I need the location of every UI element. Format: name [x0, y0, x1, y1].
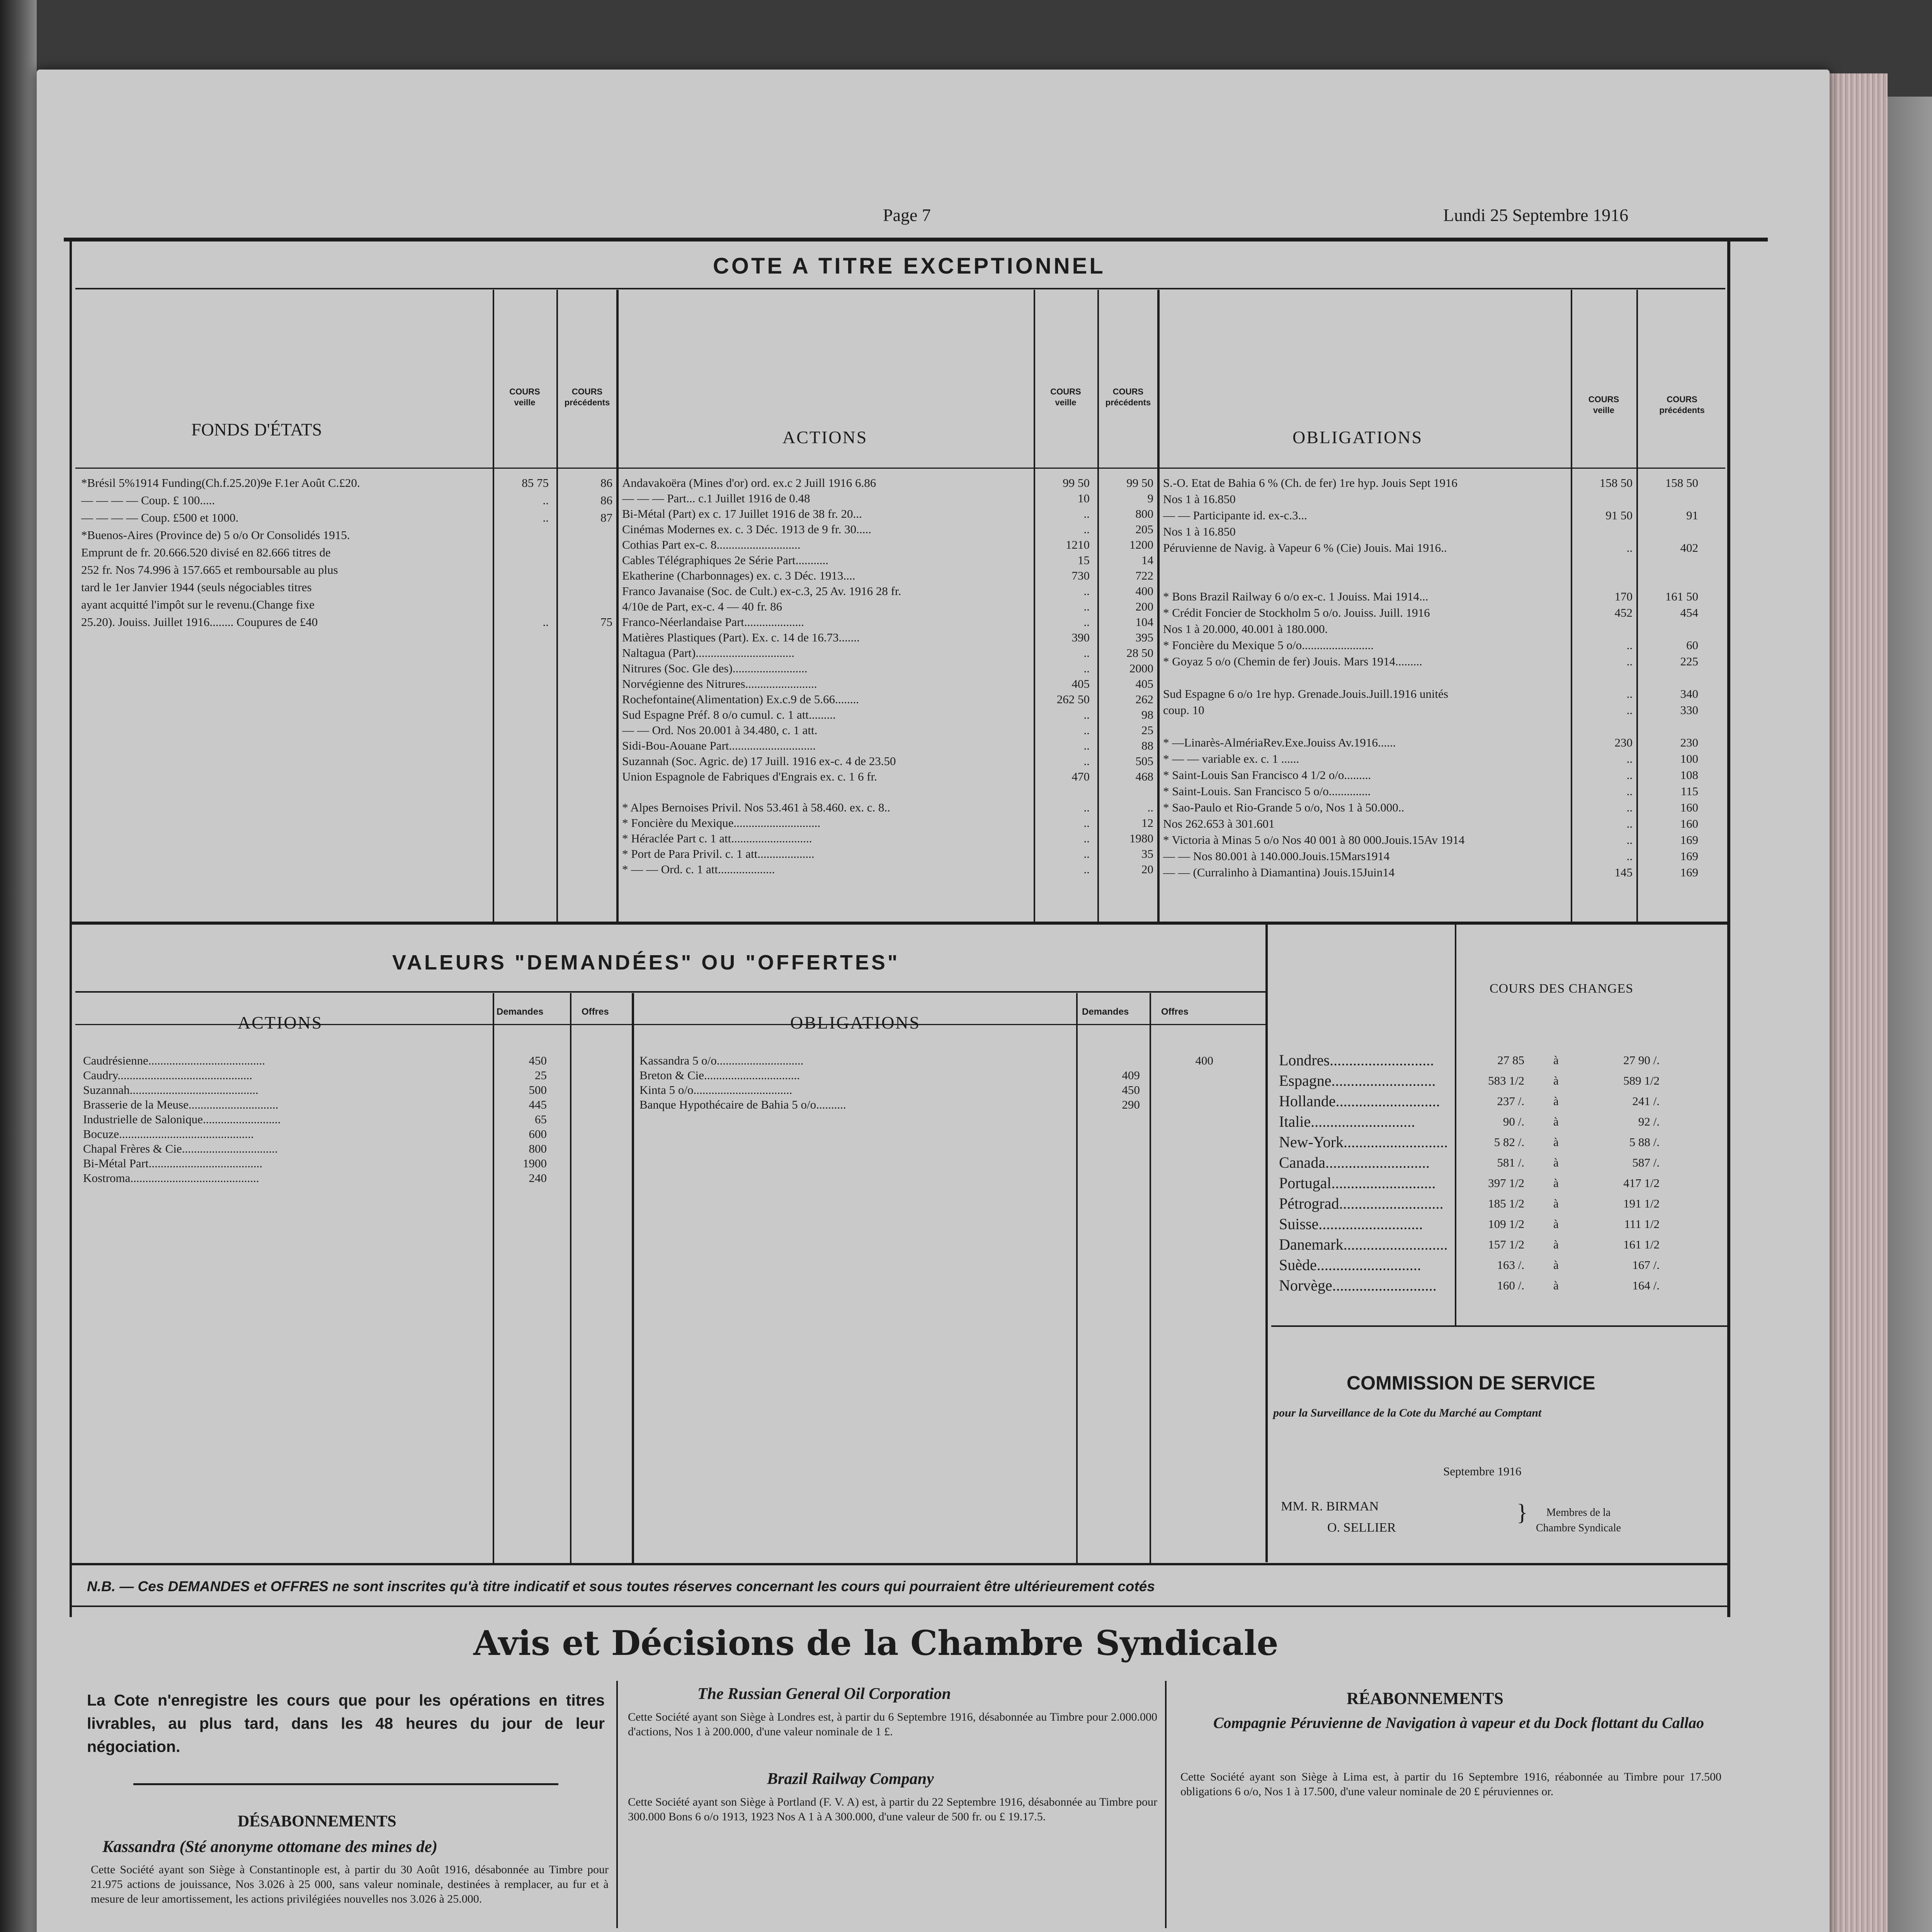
cote-title: COTE A TITRE EXCEPTIONNEL: [713, 253, 1105, 279]
change-place: Italie...........................: [1279, 1113, 1415, 1130]
cours-veille: ..: [543, 615, 549, 629]
cours-veille: ..: [1626, 833, 1633, 847]
change-from: 583 1/2: [1488, 1074, 1524, 1087]
change-separator: à: [1553, 1115, 1559, 1128]
cours-precedents: 87: [600, 511, 612, 524]
action-row-label: Suzannah (Soc. Agric. de) 17 Juill. 1916 ex-c. 4 de 23.50: [622, 754, 896, 768]
cours-precedents: 230: [1680, 736, 1698, 749]
cours-veille: 145: [1614, 866, 1633, 879]
cours-precedents: 25: [1141, 723, 1153, 737]
action-row-label: Franco Javanaise (Soc. de Cult.) ex-c.3, 25 Av. 1916 28 fr.: [622, 584, 901, 598]
change-from: 397 1/2: [1488, 1176, 1524, 1190]
change-to: 92 /.: [1638, 1115, 1660, 1128]
cours-precedents: 400: [1135, 584, 1153, 598]
reab-subtitle: Compagnie Péruvienne de Navigation à vapeur et du Dock flottant du Callao: [1213, 1714, 1704, 1731]
cours-precedents: 98: [1141, 708, 1153, 721]
cours-veille: ..: [1626, 849, 1633, 863]
cours-precedents: 60: [1686, 638, 1698, 652]
action-row-label: Cables Télégraphiques 2e Série Part...........: [622, 553, 829, 567]
change-place: Suisse...........................: [1279, 1215, 1423, 1233]
cours-veille: ..: [1083, 816, 1090, 830]
change-to: 589 1/2: [1623, 1074, 1660, 1087]
cours-veille: ..: [1083, 862, 1090, 876]
cours-precedents: 100: [1680, 752, 1698, 765]
col-cours-precedents: COURS précédents: [1105, 387, 1151, 407]
change-to: 5 88 /.: [1629, 1135, 1660, 1149]
cours-veille: ..: [1626, 752, 1633, 765]
fonds-heading: FONDS D'ÉTATS: [191, 420, 322, 439]
cote-col-rule: [1034, 290, 1035, 922]
cote-title-rule: [75, 288, 1725, 289]
change-to: 167 /.: [1632, 1258, 1660, 1272]
cote-col-rule: [1571, 290, 1572, 922]
page-number: Page 7: [883, 205, 931, 225]
action-row-label: Norvégienne des Nitrures........................: [622, 677, 817, 690]
valeur-row-label: Kassandra 5 o/o.............................: [639, 1054, 804, 1067]
cours-precedents: 1200: [1129, 538, 1153, 551]
cours-veille: ..: [1083, 832, 1090, 845]
cours-veille: 10: [1078, 492, 1090, 505]
page-date: Lundi 25 Septembre 1916: [1443, 205, 1629, 225]
obligation-row-label: * Victoria à Minas 5 o/o Nos 40 001 à 80 000.Jouis.15Av 1914: [1163, 833, 1465, 847]
change-separator: à: [1553, 1094, 1559, 1108]
demande-value: 409: [1122, 1068, 1140, 1082]
obligation-row-label: — — (Curralinho à Diamantina) Jouis.15Juin14: [1163, 866, 1395, 879]
obligation-row-label: S.-O. Etat de Bahia 6 % (Ch. de fer) 1re hyp. Jouis Sept 1916: [1163, 476, 1458, 490]
change-from: 581 /.: [1497, 1156, 1524, 1169]
change-separator: à: [1553, 1053, 1559, 1067]
book-cover-edge: [1888, 97, 1932, 1932]
cours-veille: ..: [1083, 723, 1090, 737]
cours-precedents: 205: [1135, 522, 1153, 536]
avis-col-rule: [616, 1681, 618, 1928]
cours-precedents: 160: [1680, 801, 1698, 814]
fonds-row-label: ayant acquitté l'impôt sur le revenu.(Change fixe: [81, 598, 315, 611]
cours-precedents: 86: [600, 476, 612, 490]
valeur-row-label: Kinta 5 o/o.................................: [639, 1083, 793, 1097]
change-place: New-York...........................: [1279, 1133, 1448, 1151]
reab-title: RÉABONNEMENTS: [1347, 1689, 1503, 1708]
cours-precedents: 1980: [1129, 832, 1153, 845]
cours-precedents: 800: [1135, 507, 1153, 520]
commission-title: COMMISSION DE SERVICE: [1347, 1372, 1595, 1394]
obligation-row-label: coup. 10: [1163, 703, 1204, 717]
valeur-row-label: Caudrésienne.......................................: [83, 1054, 265, 1067]
cours-veille: ..: [1626, 638, 1633, 652]
cours-precedents: 505: [1135, 754, 1153, 768]
change-place: Portugal...........................: [1279, 1174, 1436, 1192]
commission-member: O. SELLIER: [1327, 1520, 1396, 1535]
fonds-row-label: — — — — Coup. £500 et 1000.: [81, 511, 239, 524]
fonds-row-label: — — — — Coup. £ 100.....: [81, 493, 215, 507]
cours-veille: ..: [1083, 522, 1090, 536]
obligation-row-label: * Foncière du Mexique 5 o/o........................: [1163, 638, 1374, 652]
obligation-row-label: Sud Espagne 6 o/o 1re hyp. Grenade.Jouis.Juill.1916 unités: [1163, 687, 1448, 701]
change-from: 163 /.: [1497, 1258, 1524, 1272]
cours-veille: ..: [1083, 600, 1090, 613]
obligation-row-label: Nos 262.653 à 301.601: [1163, 817, 1275, 830]
desab-text: Cette Société ayant son Siège à Constantinople est, à partir du 30 Août 1916, désabonnée au Timbre pour 21.975 actions de jouissance, Nos 3.026 à 25 000, sans valeur nominale, destinées à remplacer, au fur et à mesure de leur amortissement, les actions privilégiées nouvelles nos 3.026 à 25.000.: [91, 1863, 609, 1905]
cours-precedents: 12: [1141, 816, 1153, 830]
cours-veille: ..: [1626, 703, 1633, 717]
col-cours-veille: COURS veille: [1588, 395, 1619, 415]
changes-bottom-rule: [1271, 1325, 1727, 1327]
change-to: 161 1/2: [1623, 1238, 1660, 1251]
commission-subtitle: pour la Surveillance de la Cote du Marché au Comptant: [1273, 1406, 1542, 1419]
cours-veille: ..: [543, 511, 549, 524]
fonds-row-label: 25.20). Jouiss. Juillet 1916........ Coupures de £40: [81, 615, 318, 629]
cours-veille: 230: [1614, 736, 1633, 749]
commission-member: MM. R. BIRMAN: [1281, 1499, 1379, 1514]
fonds-row-label: Emprunt de fr. 20.666.520 divisé en 82.666 titres de: [81, 546, 331, 559]
change-separator: à: [1553, 1197, 1559, 1210]
valeurs-obligations-heading: OBLIGATIONS: [790, 1013, 921, 1032]
cours-precedents: ..: [1147, 801, 1153, 814]
valeur-row-label: Kostroma...........................................: [83, 1171, 259, 1185]
action-row-label: Andavakoëra (Mines d'or) ord. ex.c 2 Juill 1916 6.86: [622, 476, 876, 490]
cours-veille: 15: [1078, 553, 1090, 567]
cours-precedents: 169: [1680, 866, 1698, 879]
frame-left: [70, 242, 72, 1617]
change-separator: à: [1553, 1238, 1559, 1251]
cours-veille: 158 50: [1599, 476, 1633, 490]
cours-veille: ..: [1083, 847, 1090, 861]
action-row-label: * Foncière du Mexique.............................: [622, 816, 821, 830]
cours-veille: 390: [1071, 631, 1090, 644]
cours-precedents: 99 50: [1126, 476, 1153, 490]
avis-title: Avis et Décisions de la Chambre Syndicale: [473, 1623, 1279, 1663]
change-to: 27 90 /.: [1623, 1053, 1660, 1067]
cours-veille: 1210: [1066, 538, 1090, 551]
valeurs-bottom-rule: [71, 1563, 1729, 1565]
cours-precedents: 104: [1135, 615, 1153, 629]
valeurs-col-rule: [1076, 993, 1078, 1563]
actions-heading: ACTIONS: [782, 427, 868, 447]
change-from: 237 /.: [1497, 1094, 1524, 1108]
cours-veille: ..: [1626, 817, 1633, 830]
cours-precedents: 262: [1135, 692, 1153, 706]
change-separator: à: [1553, 1176, 1559, 1190]
cours-veille: 730: [1071, 569, 1090, 582]
russian-title: The Russian General Oil Corporation: [697, 1685, 951, 1703]
cours-veille: 405: [1071, 677, 1090, 690]
change-from: 90 /.: [1503, 1115, 1524, 1128]
cours-precedents: 91: [1686, 509, 1698, 522]
obligation-row-label: Nos 1 à 20.000, 40.001 à 180.000.: [1163, 622, 1328, 636]
valeurs-actions-heading: ACTIONS: [238, 1013, 323, 1032]
cours-veille: ..: [1626, 655, 1633, 668]
change-separator: à: [1553, 1217, 1559, 1231]
change-separator: à: [1553, 1258, 1559, 1272]
change-from: 27 85: [1497, 1053, 1524, 1067]
col-offres: Offres: [582, 1007, 609, 1017]
fonds-row-label: *Brésil 5%1914 Funding(Ch.f.25.20)9e F.1er Août C.£20.: [81, 476, 360, 490]
brazil-title: Brazil Railway Company: [767, 1770, 934, 1788]
action-row-label: Ekatherine (Charbonnages) ex. c. 3 Déc. 1913....: [622, 569, 855, 582]
cours-precedents: 75: [600, 615, 612, 629]
action-row-label: * — — Ord. c. 1 att...................: [622, 862, 775, 876]
cours-precedents: 169: [1680, 833, 1698, 847]
action-row-label: Sidi-Bou-Aouane Part.............................: [622, 739, 816, 752]
valeur-row-label: Breton & Cie................................: [639, 1068, 800, 1082]
commission-role: Membres de la Chambre Syndicale: [1536, 1507, 1621, 1534]
demande-value: 25: [535, 1068, 547, 1082]
cours-veille: ..: [1083, 708, 1090, 721]
demande-value: 450: [529, 1054, 547, 1067]
change-from: 157 1/2: [1488, 1238, 1524, 1251]
newspaper-page: [37, 70, 1830, 1932]
brazil-text: Cette Société ayant son Siège à Portland (F. V. A) est, à partir du 22 Septembre 1916, désabonnée au Timbre pour 300.000 Bons 6 o/o 1913, 1923 Nos A 1 à A 300.000, d'une valeur de 500 fr. ou £ 19.17.5.: [628, 1796, 1157, 1823]
fonds-row-label: 252 fr. Nos 74.996 à 157.665 et remboursable au plus: [81, 563, 338, 577]
cote-col-rule: [1636, 290, 1638, 922]
nb-rule: [71, 1605, 1729, 1607]
action-row-label: Matières Plastiques (Part). Ex. c. 14 de 16.73.......: [622, 631, 860, 644]
valeurs-col-rule: [493, 993, 494, 1563]
action-row-label: Sud Espagne Préf. 8 o/o cumul. c. 1 att.........: [622, 708, 836, 721]
change-to: 587 /.: [1632, 1156, 1660, 1169]
cours-precedents: 402: [1680, 541, 1698, 554]
col-cours-precedents: COURS précédents: [1659, 395, 1705, 415]
valeur-row-label: Industrielle de Salonique..........................: [83, 1112, 281, 1126]
changes-title: COURS DES CHANGES: [1490, 981, 1634, 996]
cours-precedents: 330: [1680, 703, 1698, 717]
obligation-row-label: * Saint-Louis San Francisco 4 1/2 o/o.........: [1163, 768, 1371, 782]
frame-right: [1727, 242, 1730, 1617]
cours-precedents: 14: [1141, 553, 1153, 567]
cours-precedents: 108: [1680, 768, 1698, 782]
fonds-row-label: tard le 1er Janvier 1944 (seuls négociables titres: [81, 580, 312, 594]
cours-veille: ..: [1626, 768, 1633, 782]
obligation-row-label: Nos 1 à 16.850: [1163, 525, 1236, 538]
cours-precedents: 28 50: [1126, 646, 1153, 660]
change-to: 111 1/2: [1624, 1217, 1660, 1231]
russian-text: Cette Société ayant son Siège à Londres est, à partir du 6 Septembre 1916, désabonnée au Timbre pour 2.000.000 d'actions, Nos 1 à 200.000, d'une valeur nominale de 1 £.: [628, 1711, 1157, 1738]
cours-veille: ..: [1626, 801, 1633, 814]
cours-veille: 91 50: [1605, 509, 1633, 522]
action-row-label: Nitrures (Soc. Gle des).........................: [622, 662, 808, 675]
cours-precedents: 722: [1135, 569, 1153, 582]
demande-value: 290: [1122, 1098, 1140, 1111]
valeurs-title-rule: [75, 991, 1265, 993]
desab-subtitle: Kassandra (Sté anonyme ottomane des mines de): [102, 1838, 438, 1856]
cours-precedents: 225: [1680, 655, 1698, 668]
cours-precedents: 158 50: [1665, 476, 1698, 490]
col-offres: Offres: [1161, 1007, 1189, 1017]
change-place: Danemark...........................: [1279, 1236, 1448, 1253]
action-row-label: Cinémas Modernes ex. c. 3 Déc. 1913 de 9 fr. 30.....: [622, 522, 871, 536]
valeur-row-label: Bi-Métal Part......................................: [83, 1156, 263, 1170]
obligation-row-label: — — Participante id. ex-c.3...: [1163, 509, 1307, 522]
cours-precedents: 86: [600, 493, 612, 507]
change-to: 164 /.: [1632, 1279, 1660, 1292]
valeur-row-label: Brasserie de la Meuse..............................: [83, 1098, 279, 1111]
valeurs-title: VALEURS "DEMANDÉES" OU "OFFERTES": [392, 951, 900, 974]
cours-precedents: 395: [1135, 631, 1153, 644]
reab-text: Cette Société ayant son Siège à Lima est, à partir du 16 Septembre 1916, réabonnée au Timbre pour 17.500 obligations 6 o/o, Nos 1 à 17.500, d'une valeur nominale de 20 £ péruviennes or.: [1180, 1770, 1721, 1798]
cours-precedents: 161 50: [1665, 590, 1698, 603]
obligation-row-label: * Saint-Louis. San Francisco 5 o/o..............: [1163, 784, 1371, 798]
cours-precedents: 340: [1680, 687, 1698, 701]
action-row-label: — — — Part... c.1 Juillet 1916 de 0.48: [622, 492, 810, 505]
cours-veille: ..: [1083, 662, 1090, 675]
col-cours-veille: COURS veille: [509, 387, 540, 407]
demande-value: 600: [529, 1127, 547, 1141]
cours-precedents: 88: [1141, 739, 1153, 752]
cours-precedents: 169: [1680, 849, 1698, 863]
valeur-row-label: Caudry.............................................: [83, 1068, 252, 1082]
obligation-row-label: * —Linarès-AlmériaRev.Exe.Jouiss Av.1916......: [1163, 736, 1396, 749]
cours-precedents: 468: [1135, 770, 1153, 783]
action-row-label: * Alpes Bernoises Privil. Nos 53.461 à 58.460. ex. c. 8..: [622, 801, 891, 814]
change-to: 191 1/2: [1623, 1197, 1660, 1210]
obligation-row-label: — — Nos 80.001 à 140.000.Jouis.15Mars1914: [1163, 849, 1390, 863]
desab-title: DÉSABONNEMENTS: [238, 1813, 396, 1830]
cours-precedents: 35: [1141, 847, 1153, 861]
change-place: Espagne...........................: [1279, 1072, 1436, 1089]
avis-intro: La Cote n'enregistre les cours que pour les opérations en titres livrables, au plus tard, dans les 48 heures du jour de leur négociation.: [87, 1691, 605, 1755]
action-row-label: Cothias Part ex-c. 8............................: [622, 538, 801, 551]
change-to: 417 1/2: [1623, 1176, 1660, 1190]
brace: }: [1517, 1500, 1528, 1525]
obligations-heading: OBLIGATIONS: [1293, 427, 1423, 447]
cours-precedents: 160: [1680, 817, 1698, 830]
obligation-row-label: * Sao-Paulo et Rio-Grande 5 o/o, Nos 1 à 50.000..: [1163, 801, 1405, 814]
page-edges: [1830, 73, 1888, 1932]
action-row-label: Franco-Néerlandaise Part....................: [622, 615, 804, 629]
cours-veille: ..: [1083, 754, 1090, 768]
book-binding: [0, 0, 37, 1932]
demande-value: 445: [529, 1098, 547, 1111]
action-row-label: * Port de Para Privil. c. 1 att...................: [622, 847, 815, 861]
cours-veille: ..: [543, 493, 549, 507]
action-row-label: Naltagua (Part).................................: [622, 646, 794, 660]
avis-col-rule: [1165, 1681, 1167, 1928]
obligation-row-label: Péruvienne de Navig. à Vapeur 6 % (Cie) Jouis. Mai 1916..: [1163, 541, 1447, 554]
cote-col-rule: [1097, 290, 1099, 922]
demande-value: 500: [529, 1083, 547, 1097]
cours-veille: ..: [1083, 739, 1090, 752]
cours-veille: 99 50: [1063, 476, 1090, 490]
valeur-row-label: Suzannah...........................................: [83, 1083, 259, 1097]
valeurs-col-rule: [632, 993, 634, 1563]
change-from: 185 1/2: [1488, 1197, 1524, 1210]
obligation-row-label: Nos 1 à 16.850: [1163, 492, 1236, 506]
col-demandes: Demandes: [1082, 1007, 1129, 1017]
col-cours-veille: COURS veille: [1050, 387, 1081, 407]
cours-veille: ..: [1083, 646, 1090, 660]
cours-veille: 452: [1614, 606, 1633, 619]
avis-intro-rule: [133, 1783, 558, 1785]
cours-veille: ..: [1083, 801, 1090, 814]
cours-veille: ..: [1626, 541, 1633, 554]
cours-precedents: 20: [1141, 862, 1153, 876]
commission-month: Septembre 1916: [1443, 1464, 1522, 1478]
cote-col-rule: [1157, 290, 1160, 922]
demande-value: 65: [535, 1112, 547, 1126]
change-place: Canada...........................: [1279, 1154, 1430, 1171]
valeur-row-label: Banque Hypothécaire de Bahia 5 o/o..........: [639, 1098, 846, 1111]
change-place: Londres...........................: [1279, 1051, 1434, 1069]
cours-precedents: 405: [1135, 677, 1153, 690]
obligation-row-label: * — — variable ex. c. 1 ......: [1163, 752, 1299, 765]
cours-veille: ..: [1083, 507, 1090, 520]
cours-veille: 470: [1071, 770, 1090, 783]
cours-veille: ..: [1626, 784, 1633, 798]
change-separator: à: [1553, 1156, 1559, 1169]
cours-veille: ..: [1083, 615, 1090, 629]
cours-veille: 85 75: [522, 476, 549, 490]
action-row-label: 4/10e de Part, ex-c. 4 — 40 fr. 86: [622, 600, 782, 613]
valeur-row-label: Bocuze.............................................: [83, 1127, 254, 1141]
obligation-row-label: * Bons Brazil Railway 6 o/o ex-c. 1 Jouiss. Mai 1914...: [1163, 590, 1429, 603]
cours-veille: ..: [1083, 584, 1090, 598]
action-row-label: * Héraclée Part c. 1 att...........................: [622, 832, 812, 845]
valeurs-col-rule: [1150, 993, 1151, 1563]
cours-precedents: 200: [1135, 600, 1153, 613]
change-separator: à: [1553, 1135, 1559, 1149]
action-row-label: Rochefontaine(Alimentation) Ex.c.9 de 5.66........: [622, 692, 859, 706]
cours-precedents: 2000: [1129, 662, 1153, 675]
action-row-label: Union Espagnole de Fabriques d'Engrais ex. c. 1 6 fr.: [622, 770, 877, 783]
change-separator: à: [1553, 1279, 1559, 1292]
obligation-row-label: * Crédit Foncier de Stockholm 5 o/o. Jouiss. Juill. 1916: [1163, 606, 1430, 619]
changes-col-rule: [1455, 925, 1456, 1327]
cote-col-rule: [556, 290, 558, 922]
change-from: 5 82 /.: [1494, 1135, 1524, 1149]
change-separator: à: [1553, 1074, 1559, 1087]
valeurs-col-rule: [570, 993, 571, 1563]
cours-veille: 170: [1614, 590, 1633, 603]
change-place: Pétrograd...........................: [1279, 1195, 1444, 1212]
valeurs-divider: [1265, 925, 1268, 1562]
cote-col-rule: [616, 290, 619, 922]
col-cours-precedents: COURS précédents: [564, 387, 610, 407]
cours-veille: 262 50: [1056, 692, 1090, 706]
nb-note: N.B. — Ces DEMANDES et OFFRES ne sont inscrites qu'à titre indicatif et sous toutes réserves concernant les cours qui pourraient être ultérieurement cotés: [87, 1578, 1155, 1594]
valeur-row-label: Chapal Frères & Cie................................: [83, 1142, 278, 1155]
action-row-label: — — Ord. Nos 20.001 à 34.480, c. 1 att.: [622, 723, 818, 737]
fonds-row-label: *Buenos-Aires (Province de) 5 o/o Or Consolidés 1915.: [81, 528, 350, 542]
change-from: 109 1/2: [1488, 1217, 1524, 1231]
cours-veille: ..: [1626, 687, 1633, 701]
offre-value: 400: [1195, 1054, 1213, 1067]
change-place: Hollande...........................: [1279, 1092, 1440, 1110]
col-demandes: Demandes: [497, 1007, 544, 1017]
demande-value: 240: [529, 1171, 547, 1185]
obligation-row-label: * Goyaz 5 o/o (Chemin de fer) Jouis. Mars 1914.........: [1163, 655, 1422, 668]
cote-bottom-rule: [71, 922, 1729, 925]
demande-value: 800: [529, 1142, 547, 1155]
cote-col-rule: [493, 290, 494, 922]
change-place: Suède...........................: [1279, 1256, 1421, 1274]
demande-value: 450: [1122, 1083, 1140, 1097]
action-row-label: Bi-Métal (Part) ex c. 17 Juillet 1916 de 38 fr. 20...: [622, 507, 862, 520]
cote-header-rule: [75, 468, 1725, 469]
change-place: Norvège...........................: [1279, 1277, 1437, 1294]
header-rule: [64, 238, 1768, 242]
cours-precedents: 115: [1680, 784, 1698, 798]
change-to: 241 /.: [1632, 1094, 1660, 1108]
demande-value: 1900: [523, 1156, 547, 1170]
cours-precedents: 454: [1680, 606, 1698, 619]
cours-precedents: 9: [1147, 492, 1153, 505]
change-from: 160 /.: [1497, 1279, 1524, 1292]
